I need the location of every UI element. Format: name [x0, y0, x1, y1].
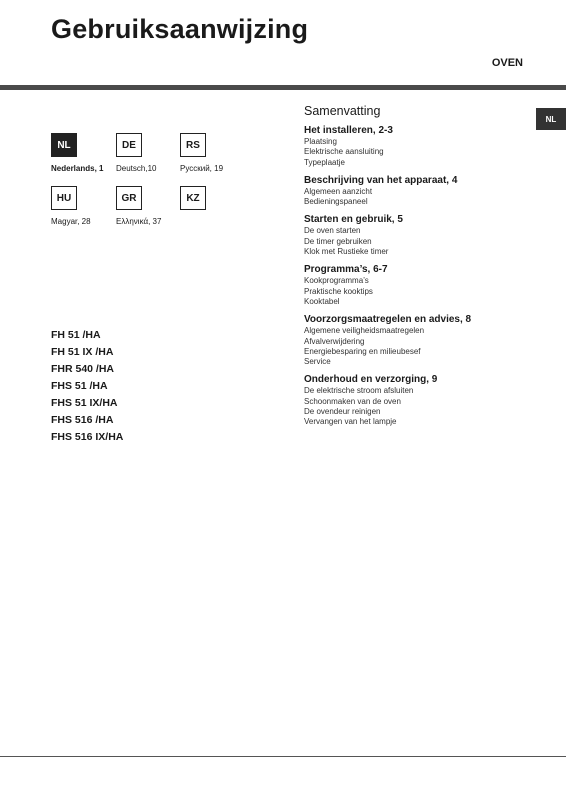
toc-item: Algemeen aanzicht	[304, 186, 373, 196]
toc-section-heading[interactable]: Het installeren, 2-3	[304, 125, 393, 136]
toc-item: Plaatsing	[304, 137, 337, 146]
toc-item: Bedieningspaneel	[304, 197, 368, 207]
toc-item: Kooktabel	[304, 296, 340, 306]
header-divider	[0, 85, 566, 90]
toc-item: Schoonmaken van de oven	[304, 396, 401, 406]
lang-box-kz[interactable]: KZ	[180, 186, 206, 210]
toc-section	[304, 264, 534, 307]
lang-caption-hu: Magyar, 28	[51, 217, 91, 226]
product-category: OVEN	[491, 57, 523, 69]
toc-section-heading[interactable]: Starten en gebruik, 5	[304, 214, 403, 226]
language-side-tab: NL	[536, 108, 566, 130]
lang-box-hu[interactable]: HU	[51, 186, 77, 210]
model-item: FH 51 IX /HA	[51, 346, 114, 358]
toc-item: Praktische kooktips	[304, 286, 373, 296]
toc-item: De elektrische stroom afsluiten	[304, 386, 414, 396]
lang-caption-rs: Русский, 19	[180, 164, 224, 173]
toc-section	[304, 314, 534, 367]
toc-section	[304, 175, 534, 208]
toc-section	[304, 214, 534, 257]
toc-item: Kookprogramma’s	[304, 276, 369, 286]
model-item: FHS 51 /HA	[51, 380, 108, 392]
toc-item: Typeplaatje	[304, 157, 345, 167]
lang-box-de[interactable]: DE	[116, 133, 142, 157]
document-title: Gebruiksaanwijzing	[51, 14, 309, 44]
toc-section	[304, 125, 534, 168]
toc-item: Energiebesparing en milieubesef	[304, 346, 421, 356]
model-item: FHR 540 /HA	[51, 363, 115, 375]
toc-item: Klok met Rustieke timer	[304, 247, 389, 257]
toc-title: Samenvatting	[304, 104, 381, 118]
model-item: FH 51 /HA	[51, 329, 101, 341]
toc-section	[304, 374, 534, 427]
toc-item: De oven starten	[304, 226, 361, 236]
lang-caption-nl: Nederlands, 1	[51, 164, 104, 173]
footer-divider	[0, 756, 566, 757]
toc-section-heading[interactable]: Voorzorgsmaatregelen en advies, 8	[304, 314, 472, 326]
model-list	[51, 327, 123, 446]
toc-item: Elektrische aansluiting	[304, 147, 384, 157]
lang-box-gr[interactable]: GR	[116, 186, 142, 210]
toc-item: Service	[304, 357, 331, 367]
toc-item: De timer gebruiken	[304, 236, 372, 246]
toc-item: Algemene veiligheidsmaatregelen	[304, 326, 425, 336]
model-item: FHS 516 IX/HA	[51, 431, 124, 443]
table-of-contents	[304, 104, 534, 435]
toc-section-heading[interactable]: Onderhoud en verzorging, 9	[304, 374, 438, 386]
toc-item: Vervangen van het lampje	[304, 417, 397, 427]
lang-box-nl[interactable]: NL	[51, 133, 77, 157]
lang-caption-gr: Ελληνικά, 37	[116, 217, 162, 226]
lang-caption-de: Deutsch,10	[116, 164, 157, 173]
toc-item: De ovendeur reinigen	[304, 407, 381, 417]
toc-section-heading[interactable]: Programma’s, 6-7	[304, 264, 388, 276]
toc-section-heading[interactable]: Beschrijving van het apparaat, 4	[304, 174, 458, 186]
model-item: FHS 516 /HA	[51, 414, 114, 426]
toc-item: Afvalverwijdering	[304, 336, 365, 346]
model-item: FHS 51 IX/HA	[51, 397, 118, 409]
lang-box-rs[interactable]: RS	[180, 133, 206, 157]
